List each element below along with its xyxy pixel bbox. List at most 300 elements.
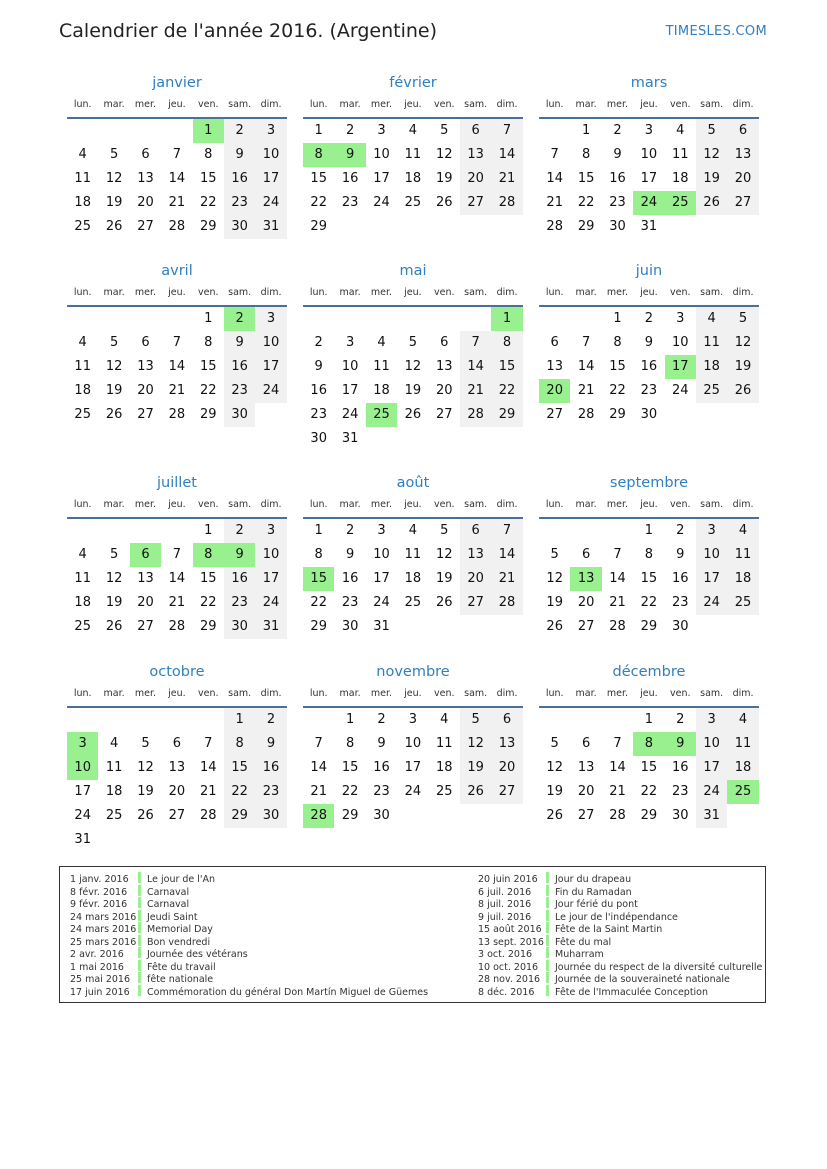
weekday-header	[67, 687, 287, 701]
month-3	[539, 72, 759, 239]
empty-day-cell	[460, 215, 491, 239]
day-cell: 30	[671, 619, 689, 634]
day-cell: 11	[435, 736, 453, 751]
week-row	[67, 403, 287, 427]
day-cell: 25	[74, 619, 91, 634]
day-cell: 7	[491, 519, 522, 543]
legend-holiday-name: Fête du mal	[555, 936, 612, 948]
day-cell: 14	[199, 760, 217, 775]
day-cell: 16	[671, 760, 689, 775]
day-cell: 14	[491, 543, 522, 567]
day-cell: 1	[204, 311, 213, 326]
day-cell: 25	[727, 591, 758, 615]
weekday-label: mar.	[339, 99, 361, 110]
empty-day-cell	[98, 708, 129, 732]
empty-day-cell	[161, 828, 192, 852]
empty-day-cell	[429, 804, 460, 828]
day-cell: 23	[671, 595, 689, 610]
day-cell: 1	[644, 712, 653, 727]
empty-day-cell	[334, 215, 365, 239]
empty-day-cell	[98, 307, 129, 331]
day-cell: 15	[224, 756, 255, 780]
legend-holiday-name: Bon vendredi	[147, 936, 211, 948]
legend-holiday-name: Fête du travail	[147, 961, 216, 973]
day-cell: 31	[74, 832, 91, 847]
week-row	[539, 379, 759, 403]
week-row	[303, 119, 523, 143]
day-cell: 3	[408, 712, 417, 727]
empty-day-cell	[130, 307, 161, 331]
day-cell: 7	[613, 736, 622, 751]
legend-date: 9 juil. 2016	[478, 911, 532, 923]
day-cell: 12	[460, 732, 491, 756]
legend-holiday-name: Carnaval	[147, 899, 190, 910]
day-cell: 19	[105, 595, 123, 610]
legend-holiday-name: Fin du Ramadan	[555, 886, 632, 898]
weekday-header	[67, 498, 287, 512]
day-cell: 8	[204, 147, 213, 162]
empty-day-cell	[334, 307, 365, 331]
weekday-label: mer.	[370, 287, 393, 298]
month-name: novembre	[376, 664, 450, 680]
empty-day-cell	[397, 615, 428, 639]
week-row	[539, 708, 759, 732]
day-cell: 24	[255, 379, 286, 403]
month-7	[67, 472, 287, 639]
day-cell: 3	[255, 307, 286, 331]
day-cell: 7	[460, 331, 491, 355]
weekday-header	[303, 98, 523, 112]
day-cell: 20	[168, 784, 186, 799]
weekday-label: dim.	[260, 688, 282, 699]
weekday-label: mar.	[339, 287, 361, 298]
legend-date: 1 mai 2016	[70, 961, 124, 973]
day-cell: 14	[310, 760, 327, 775]
weekday-label: lun.	[545, 99, 564, 110]
week-row	[303, 519, 523, 543]
day-cell: 2	[255, 708, 286, 732]
day-cell: 17	[341, 383, 359, 398]
day-cell: 19	[435, 171, 453, 186]
day-cell: 27	[460, 591, 491, 615]
day-cell: 10	[671, 335, 689, 350]
empty-day-cell	[397, 215, 428, 239]
weekday-label: mar.	[339, 688, 361, 699]
weekday-header	[539, 687, 759, 701]
legend-holiday-name: Journée de la souveraineté nationale	[555, 974, 730, 985]
day-cell: 12	[696, 143, 727, 167]
day-cell: 12	[404, 359, 422, 374]
legend-column-left	[70, 872, 428, 997]
day-cell: 3	[377, 523, 386, 538]
legend-row	[478, 935, 762, 948]
weekday-label: mar.	[575, 287, 597, 298]
empty-day-cell	[98, 119, 129, 143]
empty-day-cell	[665, 215, 696, 239]
month-12	[539, 661, 759, 828]
legend-row	[70, 947, 428, 960]
week-row	[67, 143, 287, 167]
day-cell: 19	[105, 383, 123, 398]
day-cell: 19	[460, 756, 491, 780]
weekday-label: mer.	[134, 499, 157, 510]
empty-day-cell	[67, 119, 98, 143]
day-cell: 1	[581, 123, 591, 138]
day-cell: 1	[345, 712, 355, 727]
week-row	[539, 780, 759, 804]
day-cell: 9	[676, 547, 685, 562]
legend-color-marker	[546, 972, 549, 983]
holiday-day-cell: 17	[665, 355, 696, 379]
weekday-label: sam.	[228, 99, 252, 110]
day-cell: 21	[546, 195, 563, 210]
day-cell: 14	[168, 171, 186, 186]
weekday-label: jeu.	[404, 287, 422, 298]
day-cell: 14	[168, 359, 186, 374]
legend-row	[478, 885, 762, 898]
week-row	[67, 307, 287, 331]
day-cell: 4	[78, 547, 87, 562]
day-cell: 18	[696, 355, 727, 379]
weekday-header	[67, 286, 287, 300]
week-row	[539, 615, 759, 639]
day-cell: 27	[577, 619, 595, 634]
day-cell: 27	[546, 407, 563, 422]
day-cell: 9	[613, 147, 622, 162]
legend-date: 24 mars 2016	[70, 911, 137, 923]
day-cell: 17	[404, 760, 422, 775]
day-cell: 18	[74, 195, 91, 210]
day-cell: 29	[577, 219, 595, 234]
month-name: mai	[399, 263, 427, 279]
day-cell: 23	[609, 195, 626, 210]
empty-day-cell	[366, 427, 397, 451]
weekday-label: sam.	[700, 499, 724, 510]
site-link[interactable]: TIMESLES.COM	[665, 24, 767, 39]
month-name: juin	[635, 263, 663, 279]
weekday-label: mar.	[103, 688, 125, 699]
day-cell: 28	[491, 191, 522, 215]
day-cell: 17	[640, 171, 658, 186]
week-row	[539, 756, 759, 780]
month-5	[303, 260, 523, 451]
legend-holiday-name: Jour du drapeau	[555, 874, 632, 885]
month-2	[303, 72, 523, 239]
day-cell: 8	[204, 335, 213, 350]
weekday-label: ven.	[670, 688, 691, 699]
day-cell: 17	[696, 756, 727, 780]
day-cell: 23	[341, 195, 359, 210]
day-cell: 15	[577, 171, 595, 186]
day-cell: 6	[581, 547, 591, 562]
day-cell: 9	[224, 143, 255, 167]
day-cell: 26	[105, 407, 123, 422]
day-cell: 21	[491, 567, 522, 591]
day-cell: 16	[224, 355, 255, 379]
week-row	[303, 167, 523, 191]
legend-row	[478, 872, 762, 885]
day-cell: 3	[377, 123, 386, 138]
day-cell: 24	[671, 383, 689, 398]
week-row	[539, 167, 759, 191]
day-cell: 13	[137, 571, 154, 586]
day-cell: 20	[137, 383, 154, 398]
day-cell: 30	[671, 808, 689, 823]
week-row	[303, 780, 523, 804]
day-cell: 22	[199, 383, 217, 398]
day-cell: 25	[74, 407, 91, 422]
day-cell: 25	[74, 219, 91, 234]
day-cell: 25	[105, 808, 123, 823]
day-cell: 7	[613, 547, 622, 562]
day-cell: 7	[172, 147, 181, 162]
day-cell: 14	[168, 571, 186, 586]
day-cell: 15	[310, 171, 327, 186]
week-row	[539, 331, 759, 355]
day-cell: 26	[404, 407, 422, 422]
week-row	[67, 708, 287, 732]
day-cell: 26	[105, 619, 123, 634]
day-cell: 17	[255, 355, 286, 379]
week-row	[303, 403, 523, 427]
empty-day-cell	[727, 804, 758, 828]
month-11	[303, 661, 523, 828]
weekday-label: sam.	[228, 287, 252, 298]
week-row	[303, 591, 523, 615]
empty-day-cell	[161, 519, 192, 543]
day-cell: 30	[224, 403, 255, 427]
day-cell: 17	[74, 784, 91, 799]
day-cell: 31	[640, 219, 658, 234]
day-cell: 9	[345, 547, 355, 562]
day-cell: 11	[671, 147, 689, 162]
legend-color-marker	[546, 872, 549, 883]
day-cell: 27	[435, 407, 453, 422]
empty-day-cell	[193, 828, 224, 852]
day-cell: 27	[137, 219, 154, 234]
holiday-day-cell: 3	[67, 732, 98, 756]
empty-day-cell	[67, 307, 98, 331]
weekday-label: sam.	[464, 688, 488, 699]
empty-day-cell	[696, 403, 727, 427]
weekday-label: mar.	[575, 688, 597, 699]
day-cell: 19	[546, 784, 563, 799]
day-cell: 5	[550, 547, 559, 562]
empty-day-cell	[570, 519, 601, 543]
day-cell: 5	[696, 119, 727, 143]
day-cell: 21	[609, 784, 626, 799]
empty-day-cell	[539, 119, 570, 143]
day-cell: 5	[109, 547, 119, 562]
week-row	[303, 191, 523, 215]
empty-day-cell	[224, 828, 255, 852]
legend-date: 13 sept. 2016	[478, 936, 544, 948]
day-cell: 9	[314, 359, 323, 374]
weekday-label: mar.	[103, 99, 125, 110]
day-cell: 31	[373, 619, 390, 634]
day-cell: 6	[460, 119, 491, 143]
day-cell: 16	[224, 567, 255, 591]
day-cell: 29	[199, 619, 217, 634]
empty-day-cell	[397, 307, 428, 331]
day-cell: 8	[581, 147, 591, 162]
day-cell: 1	[613, 311, 622, 326]
weekday-label: sam.	[464, 287, 488, 298]
day-cell: 10	[255, 143, 286, 167]
week-row	[303, 355, 523, 379]
day-cell: 8	[644, 547, 653, 562]
empty-day-cell	[98, 828, 129, 852]
weekday-label: sam.	[464, 99, 488, 110]
day-cell: 29	[491, 403, 522, 427]
weekday-header	[303, 687, 523, 701]
day-cell: 21	[310, 784, 327, 799]
legend-color-marker	[138, 910, 141, 921]
legend-date: 20 juin 2016	[478, 874, 538, 885]
legend-date: 8 déc. 2016	[478, 986, 535, 998]
week-row	[303, 379, 523, 403]
day-cell: 15	[199, 359, 217, 374]
legend-row	[70, 897, 428, 910]
day-cell: 29	[224, 804, 255, 828]
day-cell: 24	[341, 407, 359, 422]
day-cell: 8	[345, 736, 355, 751]
weekday-label: ven.	[670, 99, 691, 110]
weekday-label: jeu.	[168, 287, 186, 298]
day-cell: 2	[345, 123, 355, 138]
legend-holiday-name: Carnaval	[147, 886, 190, 898]
empty-day-cell	[67, 708, 98, 732]
weekday-label: ven.	[434, 499, 455, 510]
day-cell: 4	[440, 712, 449, 727]
legend-color-marker	[138, 947, 141, 958]
holiday-day-cell: 9	[334, 143, 365, 167]
day-cell: 10	[696, 543, 727, 567]
day-cell: 4	[408, 123, 417, 138]
day-cell: 12	[105, 571, 123, 586]
holiday-day-cell: 9	[665, 732, 696, 756]
month-name: décembre	[612, 664, 686, 680]
weekday-label: dim.	[496, 499, 518, 510]
legend-row	[478, 960, 762, 973]
day-cell: 5	[440, 123, 449, 138]
weekday-label: ven.	[198, 688, 219, 699]
empty-day-cell	[397, 427, 428, 451]
day-cell: 26	[727, 379, 758, 403]
weekday-label: lun.	[73, 499, 92, 510]
week-row	[67, 615, 287, 639]
legend-date: 25 mars 2016	[70, 936, 137, 948]
day-cell: 13	[168, 760, 186, 775]
week-row	[67, 828, 287, 852]
legend-color-marker	[138, 885, 141, 896]
day-cell: 1	[314, 523, 323, 538]
week-row	[67, 355, 287, 379]
empty-day-cell	[366, 215, 397, 239]
day-cell: 20	[491, 756, 522, 780]
weekday-label: dim.	[260, 499, 282, 510]
day-cell: 16	[255, 756, 286, 780]
day-cell: 13	[137, 171, 154, 186]
week-row	[67, 519, 287, 543]
legend-row	[70, 960, 428, 973]
holiday-day-cell: 1	[193, 119, 224, 143]
week-row	[67, 167, 287, 191]
legend-holiday-name: Fête de l'Immaculée Conception	[555, 986, 709, 998]
holiday-day-cell: 8	[633, 732, 664, 756]
day-cell: 22	[491, 379, 522, 403]
week-row	[539, 191, 759, 215]
day-cell: 31	[341, 431, 359, 446]
day-cell: 9	[377, 736, 386, 751]
weekday-label: jeu.	[168, 99, 186, 110]
weekday-label: dim.	[732, 287, 754, 298]
day-cell: 28	[546, 219, 563, 234]
day-cell: 17	[255, 167, 286, 191]
day-cell: 29	[199, 407, 217, 422]
day-cell: 4	[727, 519, 758, 543]
day-cell: 3	[696, 708, 727, 732]
week-row	[67, 191, 287, 215]
week-row	[539, 567, 759, 591]
weekday-label: jeu.	[640, 99, 658, 110]
weekday-label: jeu.	[640, 688, 658, 699]
month-1	[67, 72, 287, 239]
day-cell: 7	[550, 147, 559, 162]
day-cell: 29	[640, 619, 658, 634]
day-cell: 18	[105, 784, 123, 799]
day-cell: 6	[491, 708, 522, 732]
day-cell: 10	[255, 331, 286, 355]
day-cell: 18	[74, 595, 91, 610]
day-cell: 6	[172, 736, 181, 751]
holiday-day-cell: 2	[224, 307, 255, 331]
empty-day-cell	[161, 708, 192, 732]
week-row	[303, 307, 523, 331]
day-cell: 18	[373, 383, 390, 398]
empty-day-cell	[696, 615, 727, 639]
legend-color-marker	[138, 972, 141, 983]
day-cell: 30	[224, 615, 255, 639]
day-cell: 6	[460, 519, 491, 543]
holiday-day-cell: 25	[665, 191, 696, 215]
day-cell: 18	[671, 171, 689, 186]
day-cell: 10	[341, 359, 359, 374]
legend-date: 6 juil. 2016	[478, 886, 532, 898]
day-cell: 26	[696, 191, 727, 215]
week-row	[67, 331, 287, 355]
weekday-label: ven.	[198, 499, 219, 510]
legend-date: 15 août 2016	[478, 924, 542, 935]
weekday-label: mar.	[339, 499, 361, 510]
day-cell: 4	[408, 523, 417, 538]
day-cell: 24	[696, 591, 727, 615]
day-cell: 20	[727, 167, 758, 191]
legend-color-marker	[546, 985, 549, 996]
day-cell: 11	[105, 760, 123, 775]
weekday-label: dim.	[496, 99, 518, 110]
weekday-label: dim.	[732, 99, 754, 110]
day-cell: 30	[341, 619, 359, 634]
day-cell: 16	[609, 171, 626, 186]
holiday-legend	[59, 866, 766, 1003]
month-name: septembre	[609, 475, 689, 491]
day-cell: 13	[137, 359, 154, 374]
legend-holiday-name: Commémoration du général Don Martín Miguel de Güemes	[147, 986, 429, 998]
day-cell: 14	[609, 571, 626, 586]
empty-day-cell	[130, 519, 161, 543]
day-cell: 19	[696, 167, 727, 191]
